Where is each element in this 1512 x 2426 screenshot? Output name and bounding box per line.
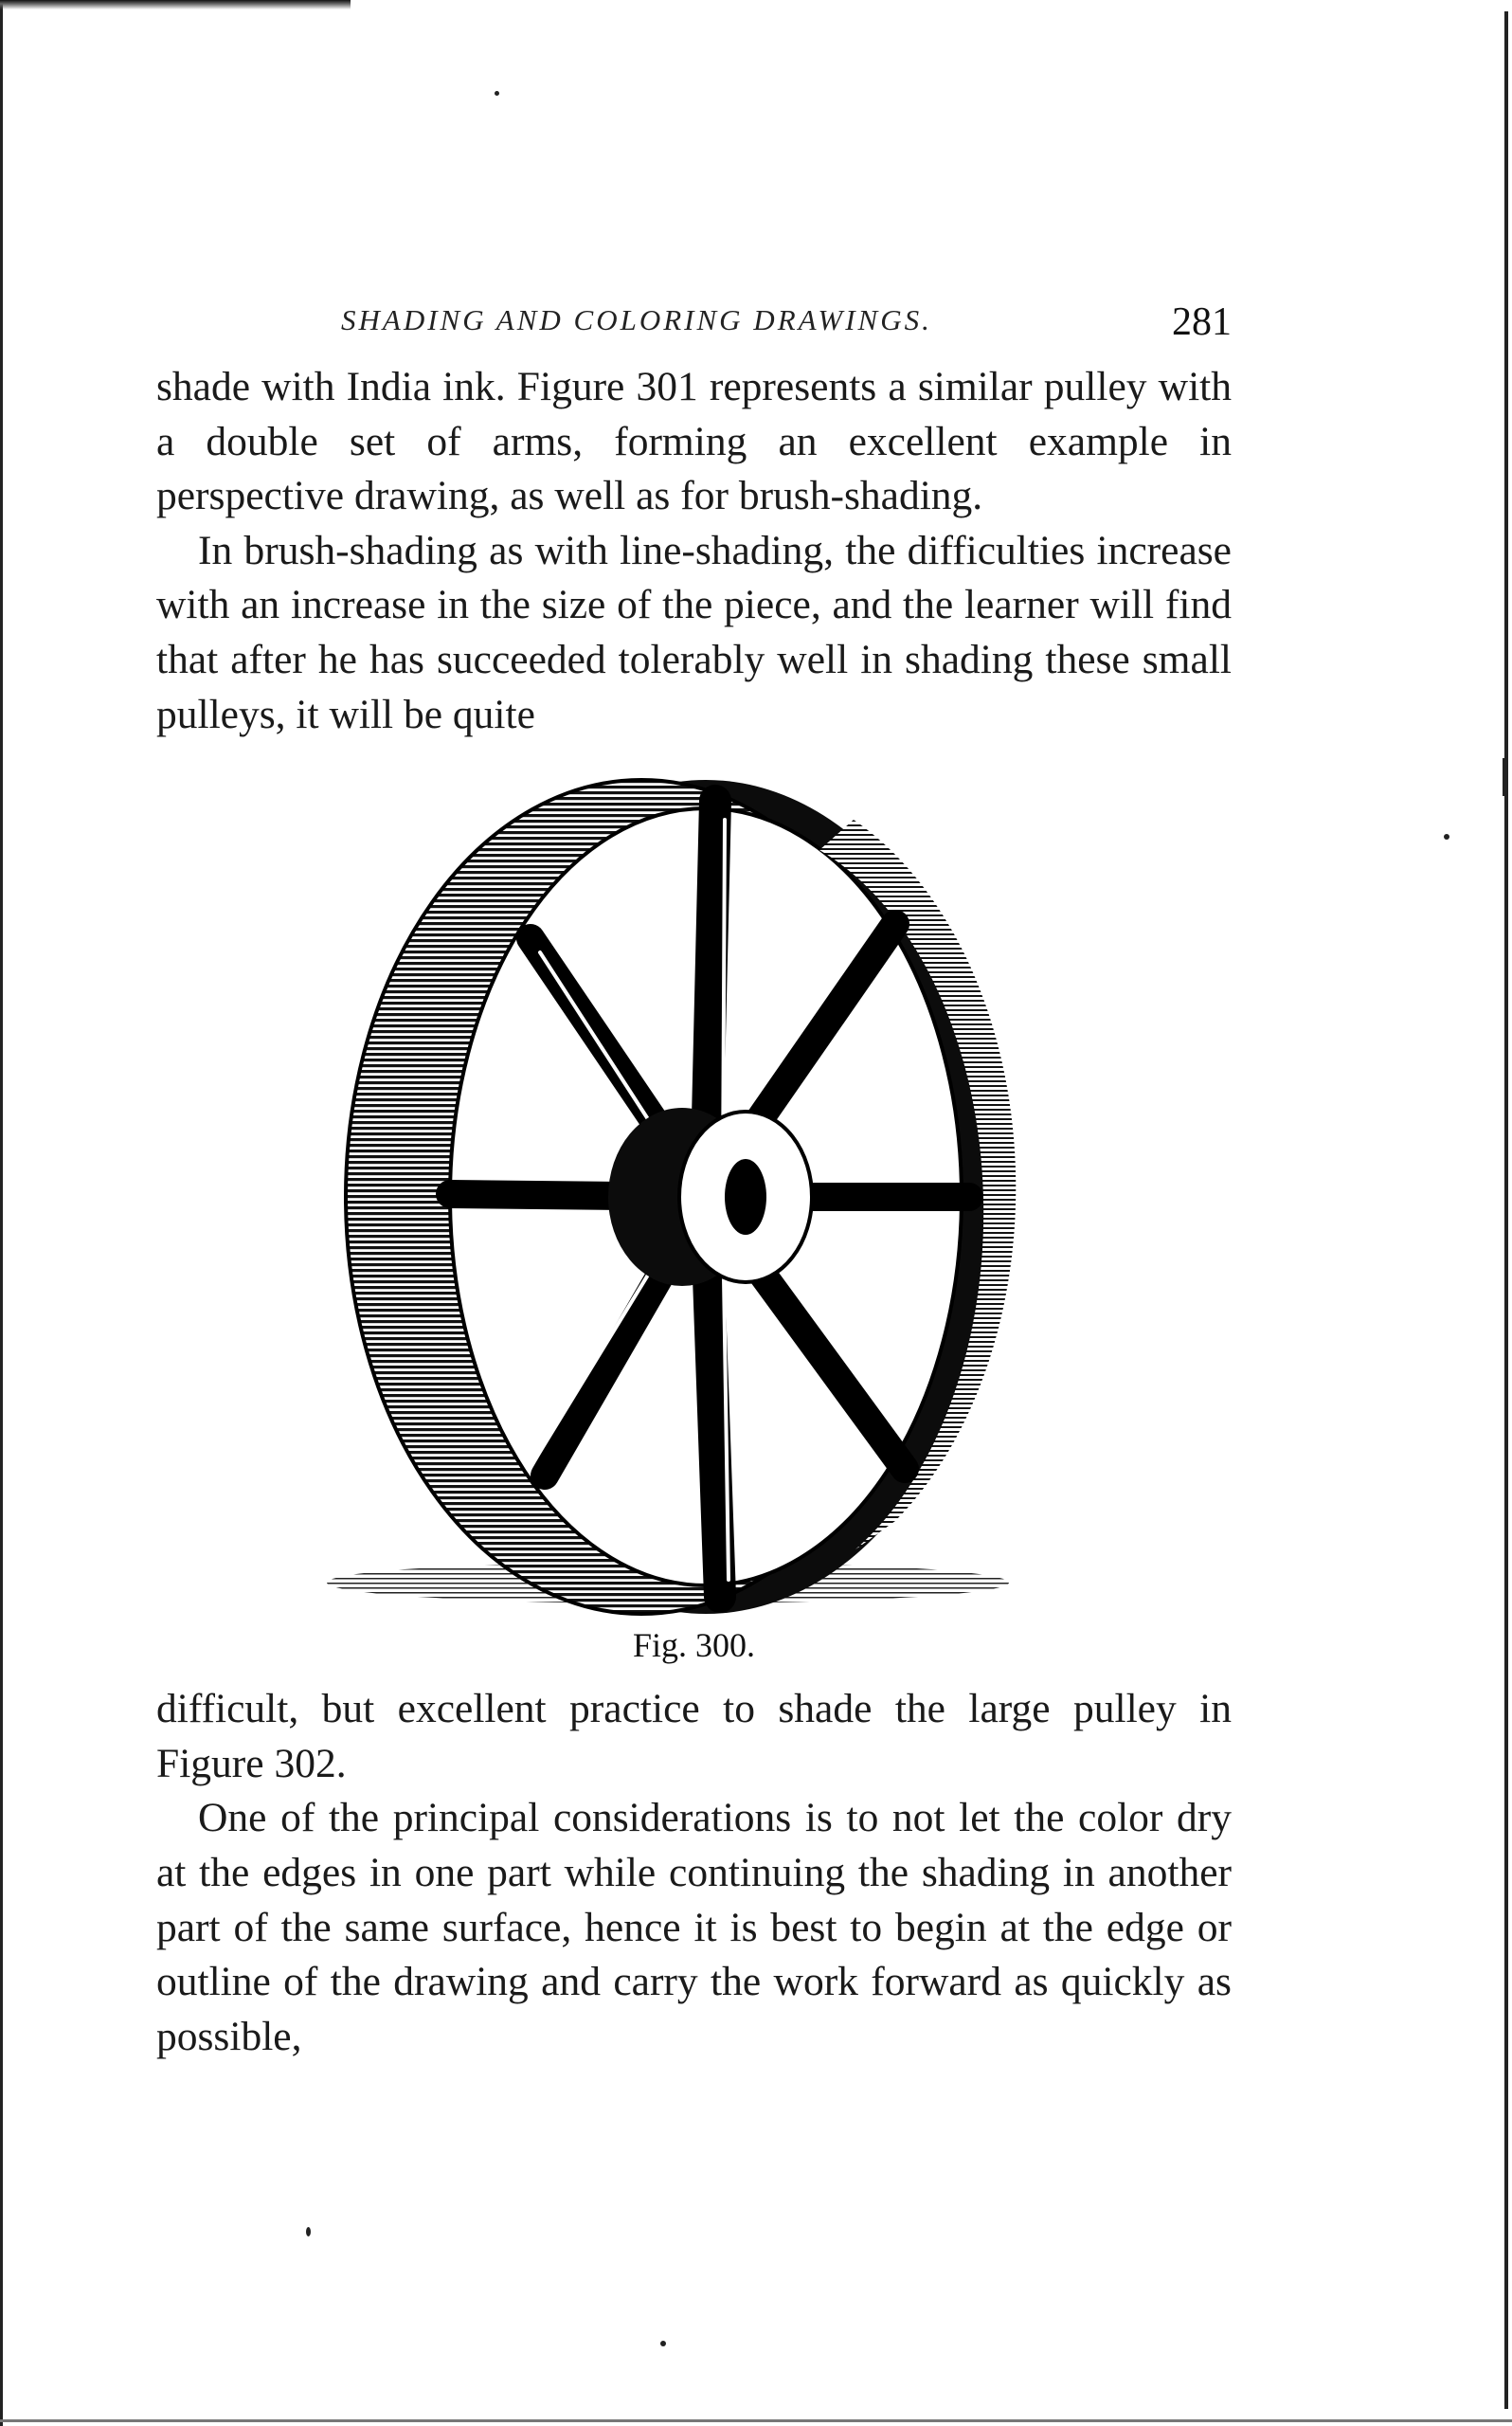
scan-border-top [0, 0, 351, 9]
scan-speck [660, 2341, 666, 2346]
text-block-bottom [156, 1682, 1232, 2064]
figure-300 [156, 763, 1232, 1663]
scan-border-left [0, 0, 41, 2426]
hub-bore [725, 1159, 766, 1235]
figure-caption: Fig. 300. [632, 1626, 756, 1665]
page-number: 281 [1172, 300, 1232, 344]
book-page [156, 284, 1232, 2064]
text-block-top [156, 360, 1232, 742]
scan-speck [495, 91, 499, 96]
running-header [156, 284, 1232, 351]
paragraph: One of the principal considerations is to not let the color dry at the edges in one part while continuing the shading in another part of the same surface, hence it is best to begin at the edge or outline of the drawing and carry the work forward as quickly as possible, [156, 1795, 1232, 2059]
scan-speck [1503, 758, 1505, 796]
paragraph: In brush-shading as with line-shading, the difficulties increase with an increase in the size of the piece, and the learner will find that after he has succeeded tolerably well in shading these small pulleys, it will be quite [156, 527, 1232, 737]
scan-border-right [1504, 11, 1508, 2409]
running-title: SHADING AND COLORING DRAWINGS. [341, 303, 932, 336]
scan-speck [306, 2227, 311, 2236]
paragraph: shade with India ink. Figure 301 represents a similar pulley with a double set of arms, forming an excellent example in perspective drawing, as well as for brush-shading. [156, 364, 1232, 519]
scan-border-bottom [0, 2419, 1512, 2422]
pulley-wheel-illustration [289, 763, 1075, 1616]
paragraph: difficult, but excellent practice to shade the large pulley in Figure 302. [156, 1686, 1232, 1786]
scan-speck [1444, 834, 1449, 840]
